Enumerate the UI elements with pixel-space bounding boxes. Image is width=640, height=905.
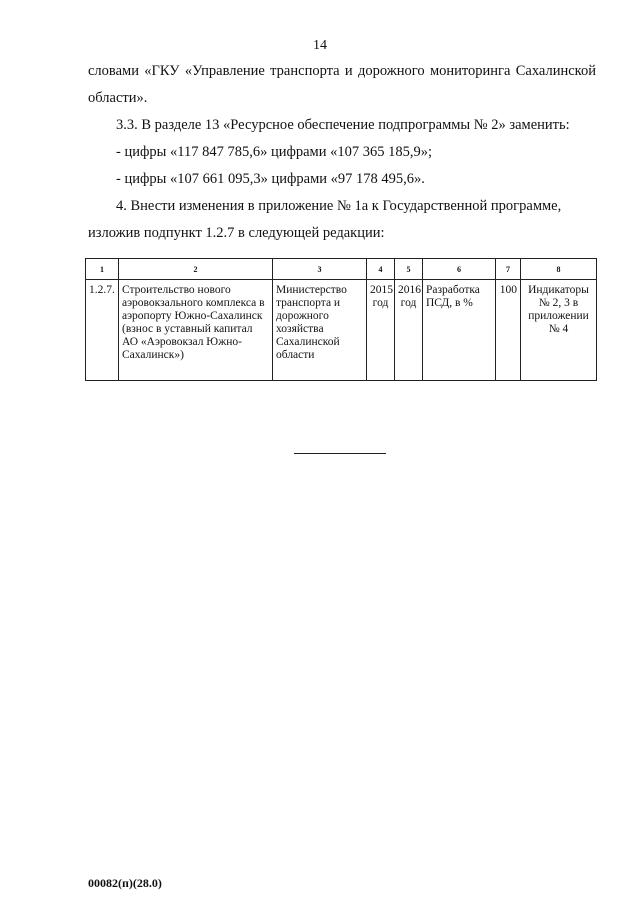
paragraph-text: - цифры «107 661 095,3» цифрами «97 178 495,6».	[116, 171, 425, 187]
cell-start-year: 2015 год	[367, 280, 395, 381]
cell-link: Индикаторы № 2, 3 в приложении № 4	[521, 280, 597, 381]
table-header-row	[86, 259, 597, 280]
paragraph-text: - цифры «117 847 785,6» цифрами «107 365 185,9»;	[116, 144, 433, 160]
paragraph-section-3-3	[88, 112, 596, 139]
paragraph-section-4	[88, 193, 596, 247]
paragraph-text: словами «ГКУ «Управление транспорта и дорожного мониторинга Сахалинской области».	[88, 63, 596, 106]
paragraph-continuation	[88, 58, 596, 112]
cell-end-year: 2016 год	[395, 280, 423, 381]
column-header: 3	[273, 259, 367, 280]
cell-executor: Министерство транспорта и дорожного хозяйства Сахалинской области	[273, 280, 367, 381]
paragraph-text: 3.3. В разделе 13 «Ресурсное обеспечение подпрограммы № 2» заменить:	[116, 117, 570, 133]
column-header: 7	[496, 259, 521, 280]
cell-indicator: Разработка ПСД, в %	[423, 280, 496, 381]
column-header: 2	[119, 259, 273, 280]
end-divider	[294, 453, 386, 454]
column-header: 6	[423, 259, 496, 280]
appendix-table	[85, 258, 597, 381]
cell-value: 100	[496, 280, 521, 381]
column-header: 4	[367, 259, 395, 280]
document-code: 00082(п)(28.0)	[88, 876, 162, 890]
column-header: 5	[395, 259, 423, 280]
column-header: 1	[86, 259, 119, 280]
paragraph-text: 4. Внести изменения в приложение № 1а к Государственной программе, изложив подпункт 1.2.7 в следующей редакции:	[88, 198, 562, 241]
column-header: 8	[521, 259, 597, 280]
cell-project-name: Строительство нового аэровокзального комплекса в аэропорту Южно-Сахалинск (взнос в уставный капитал АО «Аэровокзал Южно-Сахалинск»)	[119, 280, 273, 381]
paragraph-replace-1	[88, 139, 596, 166]
page-number: 14	[313, 38, 327, 53]
table-row	[86, 280, 597, 381]
paragraph-replace-2	[88, 166, 596, 193]
cell-item-number: 1.2.7.	[86, 280, 119, 381]
